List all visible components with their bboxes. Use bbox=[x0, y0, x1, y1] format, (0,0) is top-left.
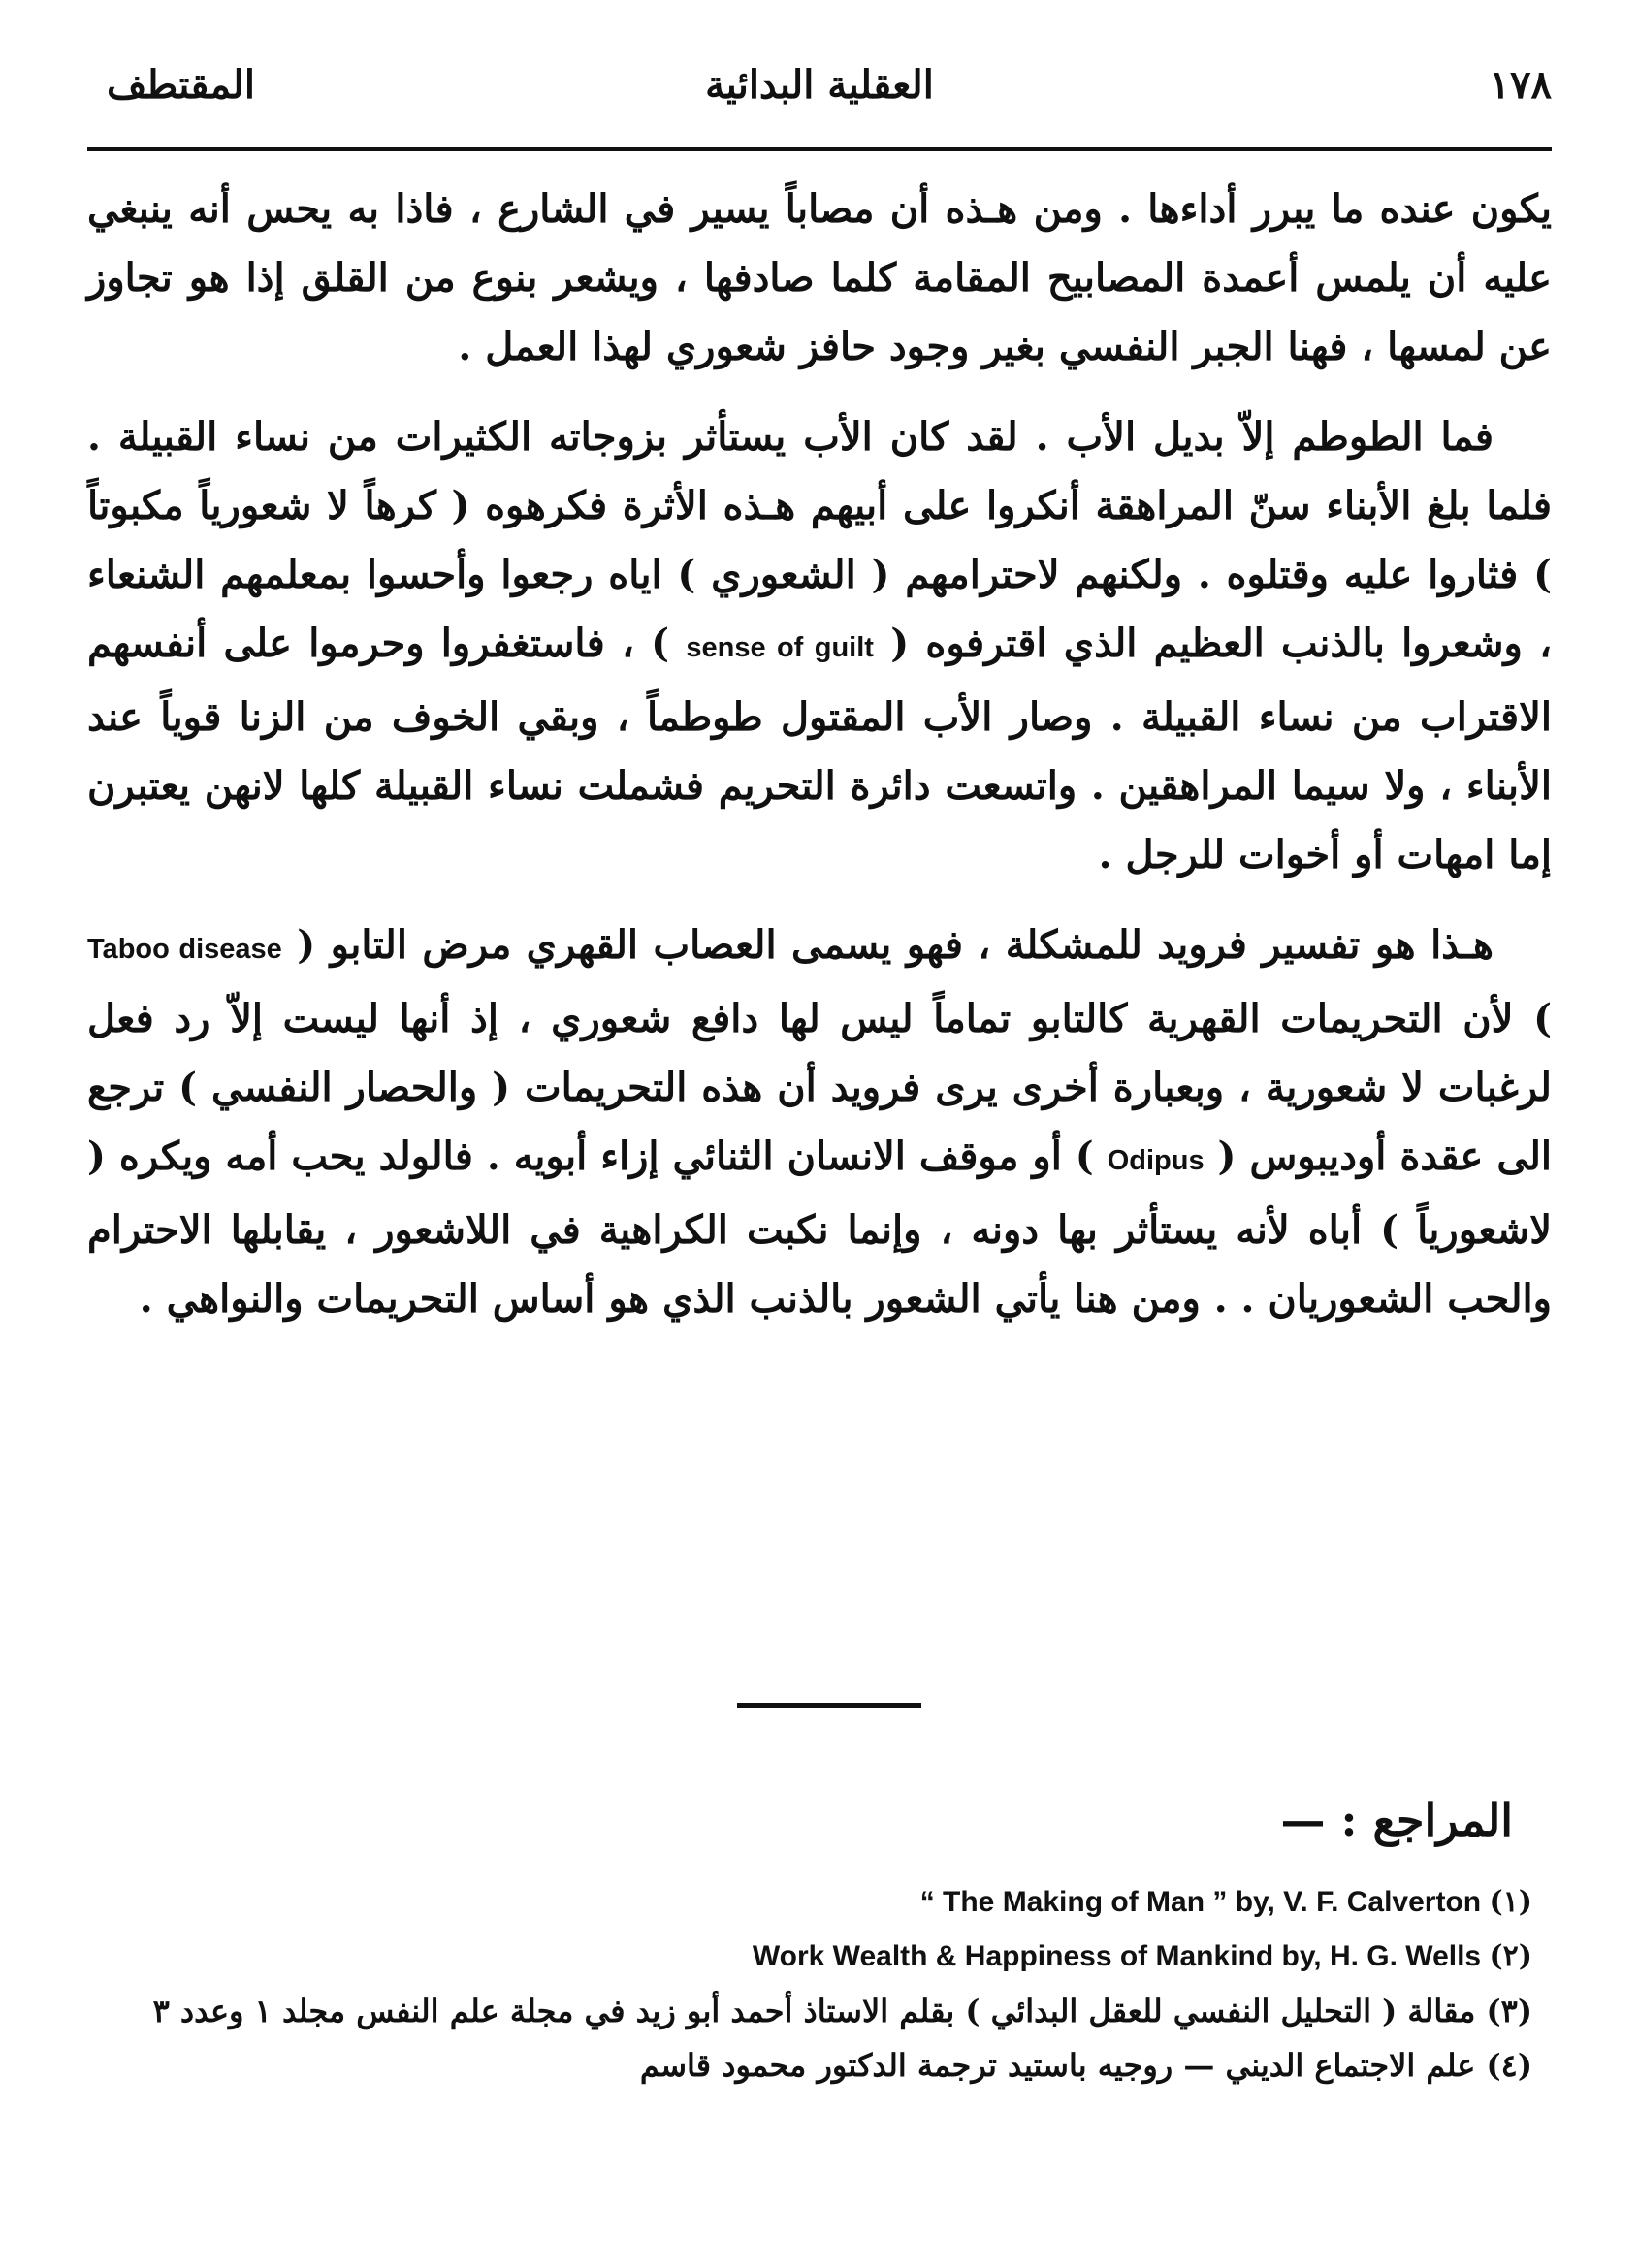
reference-text: مقالة ( التحليل النفسي للعقل البدائي ) بقلم الاستاذ أحمد أبو زيد في مجلة علم النفس مجلد ١ وعدد ٣ bbox=[152, 1993, 1476, 2029]
paragraph-2 bbox=[87, 402, 1552, 889]
reference-item bbox=[87, 1930, 1532, 1984]
paragraph-2-text-b: ) ، فاستغفروا وحرموا على أنفسهم الاقتراب من نساء القبيلة . وصار الأب المقتول طوطماً ، وبقي الخوف من الزنا قوياً عند الأبناء ، ولا سيما المراهقين . واتسعت دائرة التحريم فشملت نساء القبيلة كلها لانهن يعتبرن إما امهات أو أخوات للرجل . bbox=[87, 621, 1552, 878]
reference-text: علم الاجتماع الديني — روجيه باستيد ترجمة الدكتور محمود قاسم bbox=[639, 2047, 1476, 2084]
page-number: ١٧٨ bbox=[1489, 62, 1552, 108]
english-term-guilt: sense of guilt bbox=[686, 632, 874, 663]
paragraph-3-text-a: هـذا هو تفسير فرويد للمشكلة ، فهو يسمى العصاب القهري مرض التابو ( bbox=[281, 922, 1494, 968]
reference-number: (٤) bbox=[1486, 2047, 1532, 2084]
header-rule bbox=[87, 147, 1552, 151]
reference-text: “ The Making of Man ” by, V. F. Calverton bbox=[919, 1886, 1482, 1918]
paragraph-3-text-c: ) أو موقف الانسان الثنائي إزاء أبويه . فالولد يحب أمه ويكره ( لاشعورياً ) أباه لأنه يستأثر بها دونه ، وإنما نكبت الكراهية في اللاشعور ، يقابلها الاحترام والحب الشعوريان . . ومن هنا يأتي الشعور بالذنب الذي هو أساس التحريمات والنواهي . bbox=[87, 1134, 1552, 1322]
references bbox=[87, 1794, 1552, 2092]
reference-item bbox=[87, 1984, 1532, 2038]
reference-item bbox=[87, 1875, 1532, 1930]
article-body bbox=[87, 175, 1552, 1355]
reference-number: (٢) bbox=[1489, 1939, 1532, 1973]
english-term-odipus: Odipus bbox=[1107, 1145, 1205, 1176]
section-divider bbox=[737, 1703, 921, 1708]
reference-number: (١) bbox=[1489, 1885, 1532, 1919]
paragraph-3 bbox=[87, 910, 1552, 1333]
paragraph-1-text: يكون عنده ما يبرر أداءها . ومن هـذه أن مصاباً يسير في الشارع ، فاذا به يحس أنه ينبغي عليه أن يلمس أعمدة المصابيح المقامة كلما صادفها ، ويشعر بنوع من القلق إذا هو تجاوز عن لمسها ، فهنا الجبر النفسي بغير وجود حافز شعوري لهذا العمل . bbox=[87, 186, 1553, 369]
journal-name: المقتطف bbox=[107, 62, 255, 108]
reference-text: Work Wealth & Happiness of Mankind by, H. G. Wells bbox=[752, 1940, 1482, 1972]
page-header bbox=[87, 58, 1552, 126]
references-heading: المراجع : — bbox=[1280, 1794, 1513, 1846]
running-title: العقلية البدائية bbox=[705, 62, 934, 108]
page bbox=[87, 58, 1552, 2230]
reference-number: (٣) bbox=[1486, 1993, 1532, 2029]
paragraph-3-text-b: ) لأن التحريمات القهرية كالتابو تماماً ليس لها دافع شعوري ، إذ أنها ليست إلاّ رد فعل لرغبات لا شعورية ، وبعبارة أخرى يرى فرويد أن هذه التحريمات ( والحصار النفسي ) ترجع الى عقدة أوديبوس ( bbox=[87, 996, 1552, 1179]
english-term-taboo: Taboo disease bbox=[87, 934, 282, 965]
paragraph-2-text-a: فما الطوطم إلاّ بديل الأب . لقد كان الأب يستأثر بزوجاته الكثيرات من نساء القبيلة . فلما بلغ الأبناء سنّ المراهقة أنكروا على أبيهم هـذه الأثرة فكرهوه ( كرهاً لا شعورياً مكبوتاً ) فثاروا عليه وقتلوه . ولكنهم لاحترامهم ( الشعوري ) اياه رجعوا وأحسوا بمعلمهم الشنعاء ، وشعروا بالذنب العظيم الذي اقترفوه ( bbox=[87, 414, 1552, 666]
reference-item bbox=[87, 2038, 1532, 2092]
paragraph-1 bbox=[87, 175, 1552, 381]
